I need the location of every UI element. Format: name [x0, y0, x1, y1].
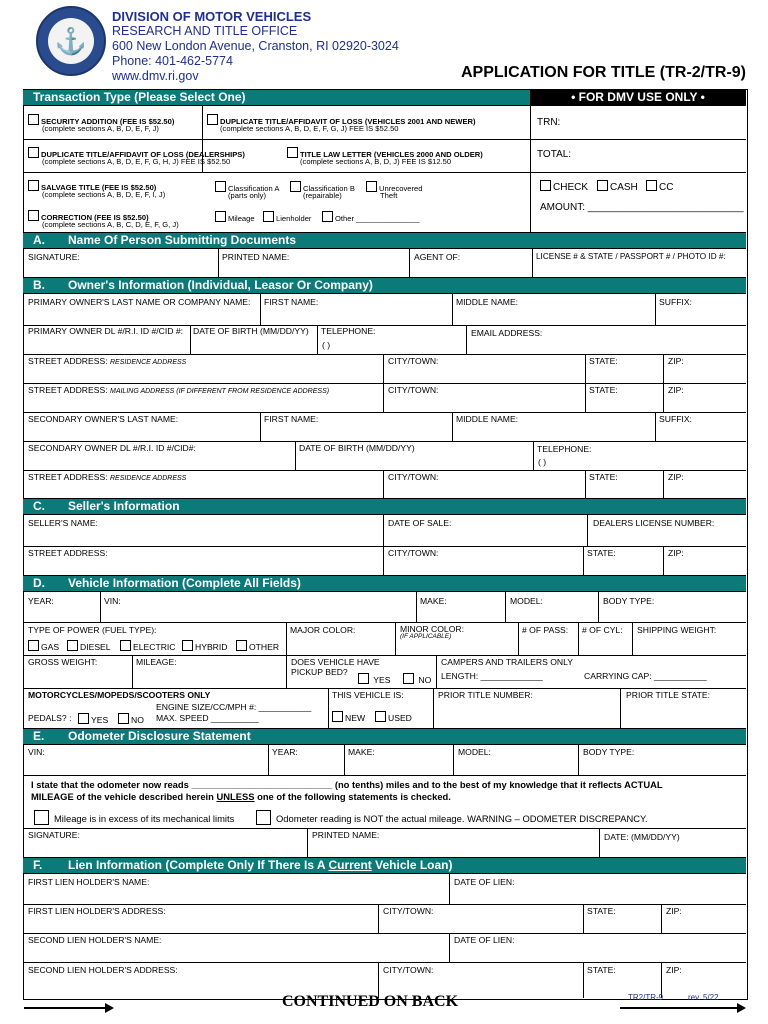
payment-check-checkbox[interactable]	[540, 180, 551, 191]
secondary-owner-dl-field[interactable]: SECONDARY OWNER DL #/R.I. ID #/CID#:	[28, 443, 196, 453]
vehicle-new-checkbox[interactable]	[332, 711, 343, 722]
primary-owner-dob-field[interactable]: DATE OF BIRTH (MM/DD/YY)	[193, 326, 309, 336]
primary-owner-suffix-field[interactable]: SUFFIX:	[659, 297, 692, 307]
transaction-type-band: Transaction Type (Please Select One)	[23, 89, 530, 106]
secondary-zip-field[interactable]: ZIP:	[668, 472, 684, 482]
major-color-field[interactable]: MAJOR COLOR:	[290, 625, 356, 635]
fuel-diesel-checkbox[interactable]	[67, 640, 78, 651]
primary-owner-first-name-field[interactable]: FIRST NAME:	[264, 297, 319, 307]
primary-street-address-field[interactable]: STREET ADDRESS: RESIDENCE ADDRESS	[28, 356, 187, 366]
website-link[interactable]: www.dmv.ri.gov	[112, 69, 199, 83]
secondary-state-field[interactable]: STATE:	[589, 472, 618, 482]
prior-title-state-field[interactable]: PRIOR TITLE STATE:	[626, 690, 711, 700]
gross-weight-field[interactable]: GROSS WEIGHT:	[28, 657, 98, 667]
pickup-bed-yes-option[interactable]: YES	[358, 673, 390, 685]
first-lien-state-field[interactable]: STATE:	[587, 906, 616, 916]
mailing-state-field[interactable]: STATE:	[589, 385, 618, 395]
fuel-diesel-option[interactable]: DIESEL	[67, 640, 111, 652]
primary-city-field[interactable]: CITY/TOWN:	[388, 356, 439, 366]
trailer-length-field[interactable]: LENGTH: _____________	[441, 671, 543, 681]
correction-checkbox[interactable]	[28, 210, 39, 221]
submitter-signature-field[interactable]: SIGNATURE:	[28, 252, 80, 262]
engine-size-field[interactable]: ENGINE SIZE/CC/MPH #: ___________	[156, 702, 312, 712]
section-b-band: B. Owner's Information (Individual, Leasor Or Company)	[23, 277, 746, 294]
first-lien-zip-field[interactable]: ZIP:	[666, 906, 682, 916]
max-speed-field[interactable]: MAX. SPEED __________	[156, 713, 259, 723]
amount-field[interactable]: AMOUNT: ____________________________	[540, 202, 744, 213]
section-f-band: F. Lien Information (Complete Only If There Is A Current Vehicle Loan)	[23, 857, 746, 874]
odometer-vin-field[interactable]: VIN:	[28, 747, 45, 757]
section-a-band: A. Name Of Person Submitting Documents	[23, 232, 746, 249]
primary-zip-field[interactable]: ZIP:	[668, 356, 684, 366]
dmv-use-only-header: • FOR DMV USE ONLY •	[530, 89, 746, 106]
unrecovered-theft-checkbox[interactable]	[366, 181, 377, 192]
pedals-no-checkbox[interactable]	[118, 713, 129, 724]
office-address: 600 New London Avenue, Cranston, RI 02920-3024	[112, 39, 399, 53]
section-e-band: E. Odometer Disclosure Statement	[23, 728, 746, 745]
fuel-gas-option[interactable]: GAS	[28, 640, 59, 652]
pedals-label: PEDALS? :	[28, 713, 72, 723]
pickup-bed-no-option[interactable]: NO	[403, 673, 431, 685]
minor-color-field[interactable]: MINOR COLOR:	[400, 624, 464, 634]
odometer-not-actual-option[interactable]: Odometer reading is NOT the actual mileage. WARNING – ODOMETER DISCREPANCY.	[256, 810, 648, 825]
fuel-hybrid-option[interactable]: HYBRID	[182, 640, 227, 652]
odometer-year-field[interactable]: YEAR:	[272, 747, 298, 757]
secondary-owner-telephone-field[interactable]: TELEPHONE:	[537, 444, 592, 454]
power-type-label: TYPE OF POWER (FUEL TYPE):	[28, 625, 157, 635]
correction-mileage-option[interactable]: Mileage	[215, 211, 255, 223]
pickup-bed-yes-checkbox[interactable]	[358, 673, 369, 684]
seller-name-field[interactable]: SELLER'S NAME:	[28, 518, 98, 528]
primary-owner-last-name-field[interactable]: PRIMARY OWNER'S LAST NAME OR COMPANY NAME:	[28, 297, 251, 307]
pedals-no-option[interactable]: NO	[118, 713, 144, 725]
mileage-field[interactable]: MILEAGE:	[136, 657, 177, 667]
vehicle-new-option[interactable]: NEW	[332, 711, 365, 723]
fuel-gas-checkbox[interactable]	[28, 640, 39, 651]
primary-owner-email-field[interactable]: EMAIL ADDRESS:	[471, 328, 543, 338]
primary-owner-middle-name-field[interactable]: MIDDLE NAME:	[456, 297, 519, 307]
correction-option[interactable]: CORRECTION (FEE IS $52.50)	[28, 210, 149, 222]
title-law-letter-checkbox[interactable]	[287, 147, 298, 158]
pickup-bed-no-checkbox[interactable]	[403, 673, 414, 684]
duplicate-title-dealer-option[interactable]: DUPLICATE TITLE/AFFIDAVIT OF LOSS (DEALERSHIPS)	[28, 147, 245, 159]
salvage-title-checkbox[interactable]	[28, 180, 39, 191]
odometer-printed-name-field[interactable]: PRINTED NAME:	[312, 830, 380, 840]
motorcycles-label: MOTORCYCLES/MOPEDS/SCOOTERS ONLY	[28, 690, 211, 700]
odometer-make-field[interactable]: MAKE:	[348, 747, 375, 757]
payment-cc-checkbox[interactable]	[646, 180, 657, 191]
fuel-other-option[interactable]: OTHER	[236, 640, 279, 652]
odometer-model-field[interactable]: MODEL:	[458, 747, 491, 757]
fuel-electric-option[interactable]: ELECTRIC	[120, 640, 176, 652]
second-lien-zip-field[interactable]: ZIP:	[666, 965, 682, 975]
trn-field[interactable]: TRN:	[537, 117, 561, 128]
first-lien-holder-address-field[interactable]: FIRST LIEN HOLDER'S ADDRESS:	[28, 906, 166, 916]
duplicate-title-2001-option[interactable]: DUPLICATE TITLE/AFFIDAVIT OF LOSS (VEHICLES 2001 AND NEWER)	[207, 114, 476, 126]
seller-state-field[interactable]: STATE:	[587, 548, 616, 558]
payment-cash-option[interactable]: CASH	[597, 180, 638, 193]
first-lien-holder-name-field[interactable]: FIRST LIEN HOLDER'S NAME:	[28, 877, 150, 887]
mileage-excess-checkbox[interactable]	[34, 810, 49, 825]
odometer-date-field[interactable]: DATE: (MM/DD/YY)	[604, 832, 680, 842]
secondary-city-field[interactable]: CITY/TOWN:	[388, 472, 439, 482]
pedals-yes-checkbox[interactable]	[78, 713, 89, 724]
continued-on-back: CONTINUED ON BACK	[282, 993, 459, 1010]
correction-other-checkbox[interactable]	[322, 211, 333, 222]
classification-a-option[interactable]: Classification A	[215, 181, 280, 193]
first-lien-date-field[interactable]: DATE OF LIEN:	[454, 877, 515, 887]
cylinder-count-field[interactable]: # OF CYL:	[582, 625, 623, 635]
mileage-excess-option[interactable]: Mileage is in excess of its mechanical limits	[34, 810, 234, 825]
section-d-band: D. Vehicle Information (Complete All Fields)	[23, 575, 746, 592]
fuel-electric-checkbox[interactable]	[120, 640, 131, 651]
vehicle-condition-label: THIS VEHICLE IS:	[332, 690, 404, 700]
secondary-street-address-field[interactable]: STREET ADDRESS: RESIDENCE ADDRESS	[28, 472, 187, 482]
odometer-signature-field[interactable]: SIGNATURE:	[28, 830, 80, 840]
pedals-yes-option[interactable]: YES	[78, 713, 108, 725]
seller-street-address-field[interactable]: STREET ADDRESS:	[28, 548, 108, 558]
seller-zip-field[interactable]: ZIP:	[668, 548, 684, 558]
odometer-not-actual-checkbox[interactable]	[256, 810, 271, 825]
duplicate-title-dealer-checkbox[interactable]	[28, 147, 39, 158]
primary-owner-telephone-field[interactable]: TELEPHONE:	[321, 326, 376, 336]
second-lien-date-field[interactable]: DATE OF LIEN:	[454, 935, 515, 945]
agent-of-field[interactable]: AGENT OF:	[414, 252, 461, 262]
fuel-other-checkbox[interactable]	[236, 640, 247, 651]
correction-lienholder-checkbox[interactable]	[263, 211, 274, 222]
odometer-statement-continued: MILEAGE of the vehicle described herein UNLESS one of the following statements is checked.	[31, 791, 451, 802]
fuel-hybrid-checkbox[interactable]	[182, 640, 193, 651]
secondary-owner-suffix-field[interactable]: SUFFIX:	[659, 414, 692, 424]
second-lien-holder-name-field[interactable]: SECOND LIEN HOLDER'S NAME:	[28, 935, 162, 945]
agency-name: DIVISION OF MOTOR VEHICLES	[112, 9, 312, 24]
secondary-owner-last-name-field[interactable]: SECONDARY OWNER'S LAST NAME:	[28, 414, 179, 424]
pickup-bed-label: PICKUP BED?	[291, 667, 348, 677]
unrecovered-theft-option[interactable]: Unrecovered	[366, 181, 422, 193]
security-addition-checkbox[interactable]	[28, 114, 39, 125]
vehicle-used-checkbox[interactable]	[375, 711, 386, 722]
mailing-zip-field[interactable]: ZIP:	[668, 385, 684, 395]
mailing-city-field[interactable]: CITY/TOWN:	[388, 385, 439, 395]
odometer-statement: I state that the odometer now reads ___________________________ (no tenths) miles and to the best of my knowledge that it reflects ACTUAL	[31, 779, 663, 790]
seller-city-field[interactable]: CITY/TOWN:	[388, 548, 439, 558]
ri-state-seal	[36, 6, 106, 76]
duplicate-title-2001-checkbox[interactable]	[207, 114, 218, 125]
odometer-body-type-field[interactable]: BODY TYPE:	[583, 747, 635, 757]
office-phone: Phone: 401-462-5774	[112, 54, 233, 68]
mailing-street-address-field[interactable]: STREET ADDRESS: MAILING ADDRESS (IF DIFFERENT FROM RESIDENCE ADDRESS)	[28, 385, 330, 395]
classification-b-checkbox[interactable]	[290, 181, 301, 192]
total-field[interactable]: TOTAL:	[537, 149, 572, 160]
carrying-capacity-field[interactable]: CARRYING CAP: ___________	[584, 671, 707, 681]
shipping-weight-field[interactable]: SHIPPING WEIGHT:	[637, 625, 717, 635]
dealers-license-field[interactable]: DEALERS LICENSE NUMBER:	[593, 518, 715, 528]
vehicle-used-option[interactable]: USED	[375, 711, 412, 723]
classification-a-checkbox[interactable]	[215, 181, 226, 192]
second-lien-holder-address-field[interactable]: SECOND LIEN HOLDER'S ADDRESS:	[28, 965, 178, 975]
correction-other-option[interactable]: Other _______________	[322, 211, 419, 223]
security-addition-option[interactable]: SECURITY ADDITION (FEE IS $52.50)	[28, 114, 174, 126]
right-arrow-icon	[620, 1007, 744, 1009]
second-lien-state-field[interactable]: STATE:	[587, 965, 616, 975]
payment-cc-option[interactable]: CC	[646, 180, 673, 193]
form-title: APPLICATION FOR TITLE (TR-2/TR-9)	[460, 64, 746, 81]
section-c-band: C. Seller's Information	[23, 498, 746, 515]
vehicle-body-type-field[interactable]: BODY TYPE:	[603, 596, 655, 606]
license-passport-id-field[interactable]: LICENSE # & STATE / PASSPORT # / PHOTO ID #:	[536, 252, 726, 261]
secondary-owner-dob-field[interactable]: DATE OF BIRTH (MM/DD/YY)	[299, 443, 415, 453]
first-lien-city-field[interactable]: CITY/TOWN:	[383, 906, 434, 916]
left-arrow-icon	[24, 1007, 112, 1009]
primary-owner-dl-field[interactable]: PRIMARY OWNER DL #/R.I. ID #/CID #:	[28, 326, 184, 336]
correction-lienholder-option[interactable]: Lienholder	[263, 211, 311, 223]
campers-trailers-label: CAMPERS AND TRAILERS ONLY	[441, 657, 573, 667]
secondary-owner-first-name-field[interactable]: FIRST NAME:	[264, 414, 319, 424]
vehicle-model-field[interactable]: MODEL:	[510, 596, 543, 606]
date-of-sale-field[interactable]: DATE OF SALE:	[388, 518, 452, 528]
office-name: RESEARCH AND TITLE OFFICE	[112, 24, 298, 38]
second-lien-city-field[interactable]: CITY/TOWN:	[383, 965, 434, 975]
salvage-title-option[interactable]: SALVAGE TITLE (FEE IS $52.50)	[28, 180, 156, 192]
anchor-icon: ⚓	[54, 26, 88, 56]
vehicle-year-field[interactable]: YEAR:	[28, 596, 54, 606]
classification-b-option[interactable]: Classification B	[290, 181, 355, 193]
submitter-printed-name-field[interactable]: PRINTED NAME:	[222, 252, 290, 262]
title-law-letter-option[interactable]: TITLE LAW LETTER (VEHICLES 2000 AND OLDER)	[287, 147, 483, 159]
secondary-owner-middle-name-field[interactable]: MIDDLE NAME:	[456, 414, 519, 424]
payment-check-option[interactable]: CHECK	[540, 180, 588, 193]
prior-title-number-field[interactable]: PRIOR TITLE NUMBER:	[438, 690, 533, 700]
payment-cash-checkbox[interactable]	[597, 180, 608, 191]
primary-state-field[interactable]: STATE:	[589, 356, 618, 366]
passenger-count-field[interactable]: # OF PASS:	[522, 625, 569, 635]
form-number: TR2/TR-9	[628, 993, 664, 1002]
correction-mileage-checkbox[interactable]	[215, 211, 226, 222]
vehicle-make-field[interactable]: MAKE:	[420, 596, 447, 606]
vehicle-vin-field[interactable]: VIN:	[104, 596, 121, 606]
form-revision: rev. 5/22	[688, 993, 719, 1002]
